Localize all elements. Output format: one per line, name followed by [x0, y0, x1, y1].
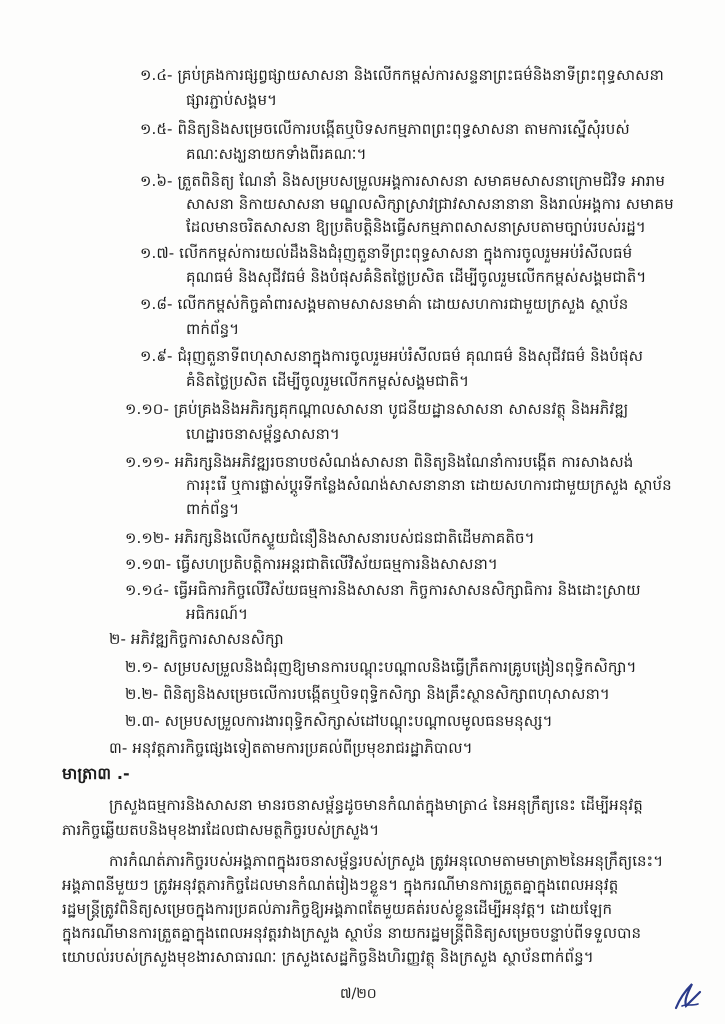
- item-text: ជំរុញតួនាទីពហុសាសនាក្នុងការចូលរួមអប់រំសីលធម៌ គុណធម៌ និងសុជីវធម៌ និងបំផុស: [177, 347, 644, 365]
- item-text: អភិរក្សនិងលើកស្ទួយជំនឿនិងសាសនារបស់ជនជាតិដើមភាគតិច។: [174, 529, 535, 547]
- item-1-9-line-1: [140, 345, 643, 367]
- article-paragraph-1-line-2: ភារកិច្ចឆ្លើយតបនិងមុខងារដែលជាសមត្ថកិច្ចរបស់ក្រសួង។: [62, 821, 380, 839]
- article-paragraph-2-line-2: អង្គភាពនីមួយៗ ត្រូវអនុវត្តភារកិច្ចដែលមានកំណត់រៀងៗខ្លួន។ ក្នុងករណីមានការត្រួតគ្នាក្នុងពេលអនុវត្ត: [62, 876, 619, 894]
- item-1-7-line-2: គុណធម៌ និងសុជីវធម៌ និងបំផុសគំនិតថ្លៃប្រសិត ដើម្បីចូលរួមលើកកម្ពស់សង្គមជាតិ។: [186, 268, 647, 286]
- item-1-6-line-3: ដែលមានចរិតសាសនា ឱ្យប្រតិបត្តិនិងធ្វើសកម្មភាពសាសនាស្របតាមច្បាប់របស់រដ្ឋ។: [186, 218, 646, 236]
- item-number: ១.៩-: [140, 347, 173, 365]
- subitem-2-2: [125, 683, 610, 705]
- section-title-text: អភិវឌ្ឍកិច្ចការសាសនសិក្សា: [130, 630, 284, 648]
- section-2-title: [109, 628, 284, 650]
- item-number: ២.២-: [125, 685, 159, 703]
- item-1-8-line-2: ពាក់ព័ន្ធ។: [186, 320, 240, 338]
- item-number: ១.៨-: [140, 295, 173, 313]
- item-text: ត្រួតពិនិត្យ ណែនាំ និងសម្របសម្រួលអង្គការសាសនា សមាគមសាសនាក្រោមជិវិទ អារាម: [177, 172, 665, 190]
- item-1-6-line-1: [140, 170, 665, 192]
- item-1-4-line-1: [140, 64, 664, 86]
- item-1-8-line-1: [140, 293, 628, 315]
- subitem-2-1: [125, 656, 636, 678]
- item-1-14-line-1: [125, 579, 641, 601]
- item-number: ១.១២-: [125, 529, 170, 547]
- initials-signature: [668, 976, 708, 1016]
- item-number: ១.១៤-: [125, 581, 170, 599]
- item-text: អភិរក្សនិងអភិវឌ្ឍរចនាបថសំណង់សាសនា ពិនិត្យនិងណែនាំការបង្កើត ការសាងសង់: [174, 453, 634, 471]
- article-paragraph-2-line-5: យោបល់របស់ក្រសួងមុខងារសាធារណៈ ក្រសួងសេដ្ឋកិច្ចនិងហិរញ្ញវត្ថុ និងក្រសួង ស្ថាប័នពាក់ព័ន្ធ។: [62, 948, 594, 966]
- item-number: ២.៣-: [125, 712, 160, 730]
- item-1-11-line-3: ពាក់ព័ន្ធ។: [186, 500, 240, 518]
- item-1-7-line-1: [140, 242, 632, 264]
- item-1-10-line-2: ហេដ្ឋារចនាសម្ព័ន្ធសាសនា។: [186, 425, 340, 443]
- item-text: សម្របសម្រួលនិងជំរុញឱ្យមានការបណ្តុះបណ្តាលនិងធ្វើក្រឹតការគ្រូបង្រៀនពុទ្ធិកសិក្សា។: [163, 658, 637, 676]
- item-number: ១.៥-: [140, 120, 173, 138]
- subitem-2-3: [125, 710, 553, 732]
- item-text: គ្រប់គ្រងការផ្សព្វផ្សាយសាសនា និងលើកកម្ពស់ការសន្ទនាព្រះធម៌និងនាទីព្រះពុទ្ធសាសនា: [177, 66, 664, 84]
- item-1-5-line-1: [140, 118, 630, 140]
- item-text: ធ្វើអធិការកិច្ចលើវិស័យធម្មការនិងសាសនា កិច្ចការសាសនសិក្សាធិការ និងដោះស្រាយ: [173, 581, 641, 599]
- item-number: ១.៧-: [140, 244, 175, 262]
- item-text: ពិនិត្យនិងសម្រេចលើការបង្កើតឬបិទសកម្មភាពព្រះពុទ្ធសាសនា តាមការស្នើសុំរបស់: [177, 120, 630, 138]
- item-1-13-line-1: [125, 553, 498, 575]
- section-text: អនុវត្តភារកិច្ចផ្សេងទៀតតាមការប្រគល់ពីប្រមុខរាជរដ្ឋាភិបាល។: [132, 739, 473, 757]
- item-number: ១.១១-: [125, 453, 170, 471]
- item-text: គ្រប់គ្រងនិងអភិរក្សគុកណ្តាលសាសនា បូជនីយដ្ឋានសាសនា សាសនវត្ថុ និងអភិវឌ្ឍ: [173, 400, 629, 418]
- article-paragraph-2-line-3: រដ្ឋមន្ត្រីត្រូវពិនិត្យសម្រេចក្នុងការប្រគល់ភារកិច្ចឱ្យអង្គភាពតែមួយគត់របស់ខ្លួនដើម្បីអនុវត្ត។ ដោយឡែក: [62, 900, 613, 918]
- item-text: ធ្វើសហប្រតិបត្តិការអន្តរជាតិលើវិស័យធម្មការនិងសាសនា។: [176, 555, 498, 573]
- article-paragraph-2-line-1: ការកំណត់ភារកិច្ចរបស់អង្គភាពក្នុងរចនាសម្ព័ន្ធរបស់ក្រសួង ត្រូវអនុលោមតាមមាត្រា២នៃអនុក្រឹត្យនេះ។: [109, 852, 664, 870]
- item-text: សម្របសម្រួលការងារពុទ្ធិកសិក្សាស់ដៅបណ្តុះបណ្តាលមូលធនមនុស្ស។: [164, 712, 553, 730]
- article-paragraph-1-line-1: ក្រសួងធម្មការនិងសាសនា មានរចនាសម្ព័ន្ធដូចមានកំណត់ក្នុងមាត្រា៤ នៃអនុក្រឹត្យនេះ ដើម្បីអនុវត្ត: [109, 796, 643, 814]
- item-number: ២.១-: [125, 658, 159, 676]
- item-text: លើកកម្ពស់កិច្ចគាំពារសង្គមតាមសាសនមាគ៌ា ដោយសហការជាមួយក្រសួង ស្ថាប័ន: [177, 295, 629, 313]
- article-paragraph-2-line-4: ក្នុងករណីមានការត្រួតគ្នាក្នុងពេលអនុវត្តរវាងក្រសួង ស្ថាប័ន នាយករដ្ឋមន្ត្រីពិនិត្យសម្រេចបន្ទាប់ពីទទួលបាន: [62, 924, 642, 942]
- page-number: ៧/២០: [340, 986, 377, 1002]
- section-3: [109, 737, 473, 759]
- item-number: ១.៦-: [140, 172, 173, 190]
- item-1-10-line-1: [125, 398, 628, 420]
- item-1-5-line-2: គណៈសង្ឃនាយកទាំងពីរគណៈ។: [186, 145, 367, 163]
- item-1-11-line-1: [125, 451, 633, 473]
- item-text: ពិនិត្យនិងសម្រេចលើការបង្កើតឬបិទពុទ្ធិកសិក្សា និងគ្រឹះស្ថានសិក្សាពហុសាសនា។: [163, 685, 610, 703]
- item-number: ១.៤-: [140, 66, 173, 84]
- section-number: ២-: [109, 630, 126, 648]
- section-number: ៣-: [109, 739, 128, 757]
- item-1-6-line-2: សាសនា និកាយសាសនា មណ្ឌលសិក្សាស្រាវជ្រាវសាសនានានា និងរាល់អង្គការ សមាគម: [186, 195, 674, 213]
- item-text: លើកកម្ពស់ការយល់ដឹងនិងជំរុញតួនាទីព្រះពុទ្ធសាសនា ក្នុងការចូលរួមអប់រំសីលធម៌: [179, 244, 633, 262]
- item-1-14-line-2: អធិករណ៍។: [186, 605, 249, 623]
- item-number: ១.១០-: [125, 400, 170, 418]
- item-number: ១.១៣-: [125, 555, 172, 573]
- item-1-11-line-2: ការរុះរើ ឬការផ្លាស់ប្តូរទីកន្លែងសំណង់សាសនានានា ដោយសហការជាមួយក្រសួង ស្ថាប័ន: [186, 476, 672, 494]
- item-1-12-line-1: [125, 527, 535, 549]
- item-1-9-line-2: គំនិតថ្លៃប្រសិត ដើម្បីចូលរួមលើកកម្ពស់សង្គមជាតិ។: [186, 372, 470, 390]
- article-heading: មាត្រា៣ .-: [62, 764, 130, 783]
- item-1-4-line-2: ផ្សារភ្ជាប់សង្គម។: [186, 91, 278, 109]
